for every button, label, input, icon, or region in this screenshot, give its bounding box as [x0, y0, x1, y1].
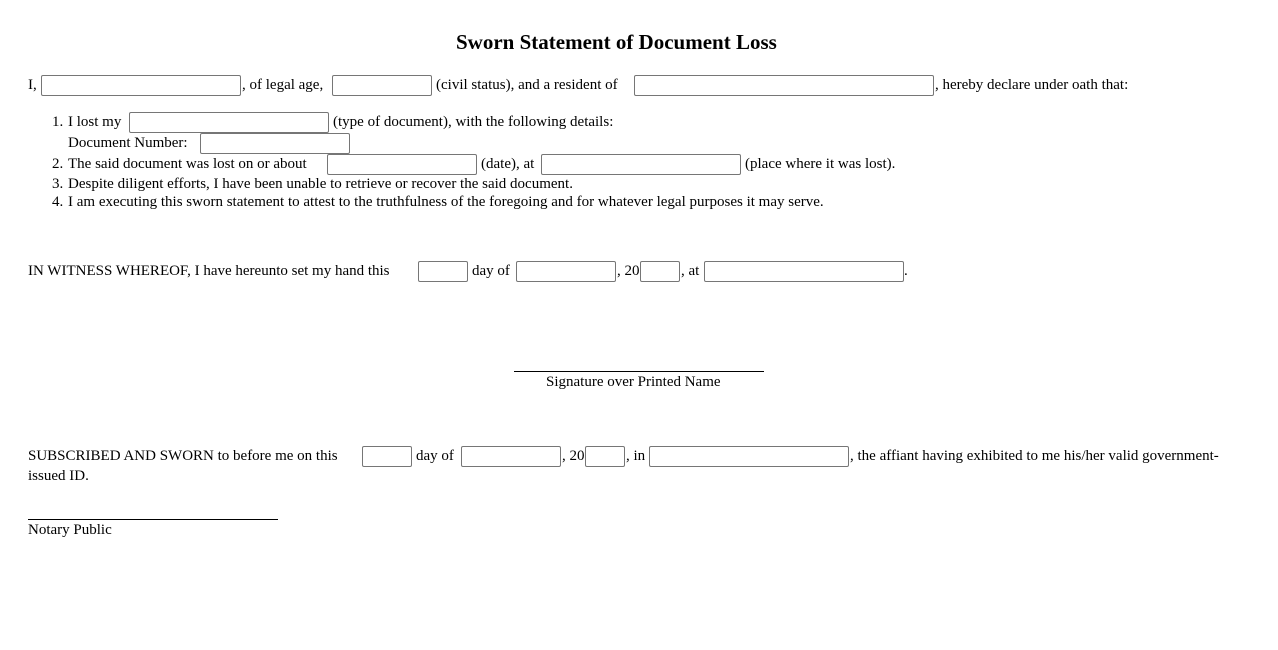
item1-suffix: (type of document), with the following details: [333, 114, 614, 130]
civil-status-input[interactable] [332, 75, 432, 96]
subscribed-text: SUBSCRIBED AND SWORN to before me on this [28, 448, 338, 464]
item3-number: 3. [52, 176, 64, 192]
subscribed-place-input[interactable] [649, 446, 849, 467]
document-type-input[interactable] [129, 112, 329, 133]
document-number-label: Document Number: [68, 135, 188, 151]
item2-place-label: (place where it was lost). [745, 156, 896, 172]
subscribed-day-of-label: day of [416, 448, 454, 464]
subscribed-in-label: , in [626, 448, 646, 464]
item1-text: I lost my [68, 114, 122, 130]
notary-signature-line [28, 519, 278, 520]
witness-year-input[interactable] [640, 261, 680, 282]
witness-month-input[interactable] [516, 261, 616, 282]
affiant-name-input[interactable] [41, 75, 241, 96]
subscribed-year-input[interactable] [585, 446, 625, 467]
loss-place-input[interactable] [541, 154, 741, 175]
item3-text: Despite diligent efforts, I have been unable to retrieve or recover the said document. [68, 176, 573, 192]
document-number-input[interactable] [200, 133, 350, 154]
item4-number: 4. [52, 194, 64, 210]
witness-day-of-label: day of [472, 263, 510, 279]
intro-i-label: I, [28, 77, 37, 93]
loss-date-input[interactable] [327, 154, 477, 175]
legal-age-label: , of legal age, [242, 77, 324, 93]
item2-date-label: (date), at [481, 156, 535, 172]
declare-label: , hereby declare under oath that: [935, 77, 1129, 93]
subscribed-year-prefix: , 20 [562, 448, 585, 464]
witness-text: IN WITNESS WHEREOF, I have hereunto set my hand this [28, 263, 390, 279]
witness-at-label: , at [681, 263, 700, 279]
subscribed-suffix-line2: issued ID. [28, 468, 89, 484]
residence-input[interactable] [634, 75, 934, 96]
subscribed-day-input[interactable] [362, 446, 412, 467]
item2-text: The said document was lost on or about [68, 156, 307, 172]
witness-end-period: . [904, 263, 908, 279]
civil-status-label: (civil status), and a resident of [436, 77, 618, 93]
item2-number: 2. [52, 156, 64, 172]
signature-label: Signature over Printed Name [546, 374, 721, 390]
page-title: Sworn Statement of Document Loss [456, 30, 777, 54]
witness-place-input[interactable] [704, 261, 904, 282]
notary-label: Notary Public [28, 522, 112, 538]
witness-year-prefix: , 20 [617, 263, 640, 279]
subscribed-suffix-line1: , the affiant having exhibited to me his/her valid government- [850, 448, 1219, 464]
item4-text: I am executing this sworn statement to attest to the truthfulness of the foregoing and for whatever legal purposes it may serve. [68, 194, 824, 210]
item1-number: 1. [52, 114, 64, 130]
signature-line [514, 371, 764, 372]
subscribed-month-input[interactable] [461, 446, 561, 467]
witness-day-input[interactable] [418, 261, 468, 282]
